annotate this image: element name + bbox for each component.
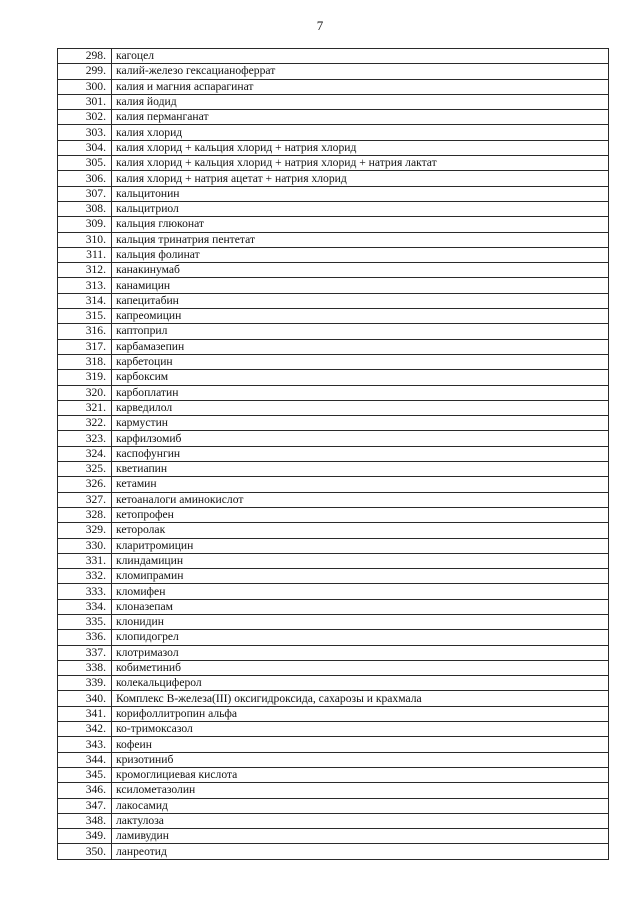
drug-name: ко-тримоксазол — [112, 722, 609, 737]
drug-name: канамицин — [112, 278, 609, 293]
row-number: 350. — [58, 844, 112, 859]
row-number: 329. — [58, 523, 112, 538]
table-row — [58, 171, 609, 186]
table-row — [58, 140, 609, 155]
table-row — [58, 507, 609, 522]
table-row — [58, 477, 609, 492]
table-row — [58, 324, 609, 339]
drug-name: кальция фолинат — [112, 247, 609, 262]
page-number: 7 — [316, 18, 324, 33]
table-row — [58, 492, 609, 507]
row-number: 341. — [58, 706, 112, 721]
table-row — [58, 676, 609, 691]
row-number: 333. — [58, 584, 112, 599]
table-row — [58, 706, 609, 721]
table-row — [58, 217, 609, 232]
row-number: 322. — [58, 416, 112, 431]
row-number: 325. — [58, 462, 112, 477]
drug-name: калий-железо гексацианоферрат — [112, 64, 609, 79]
drug-name: клонидин — [112, 614, 609, 629]
drug-name: кетопрофен — [112, 507, 609, 522]
row-number: 320. — [58, 385, 112, 400]
table-row — [58, 309, 609, 324]
table-row — [58, 446, 609, 461]
drug-name: капреомицин — [112, 309, 609, 324]
row-number: 301. — [58, 94, 112, 109]
drug-name: кломифен — [112, 584, 609, 599]
table-row — [58, 370, 609, 385]
row-number: 346. — [58, 783, 112, 798]
row-number: 309. — [58, 217, 112, 232]
table-row — [58, 247, 609, 262]
drug-name: кальцитриол — [112, 201, 609, 216]
table-row — [58, 767, 609, 782]
row-number: 338. — [58, 660, 112, 675]
drug-name: кагоцел — [112, 49, 609, 64]
drug-name: каспофунгин — [112, 446, 609, 461]
row-number: 304. — [58, 140, 112, 155]
drug-name: калия хлорид — [112, 125, 609, 140]
row-number: 347. — [58, 798, 112, 813]
table-row — [58, 722, 609, 737]
row-number: 305. — [58, 156, 112, 171]
row-number: 317. — [58, 339, 112, 354]
drug-name: карбамазепин — [112, 339, 609, 354]
table-row — [58, 431, 609, 446]
drug-name: лакосамид — [112, 798, 609, 813]
row-number: 310. — [58, 232, 112, 247]
drug-name: калия хлорид + натрия ацетат + натрия хлорид — [112, 171, 609, 186]
drug-name: колекальциферол — [112, 676, 609, 691]
table-row — [58, 94, 609, 109]
drug-name: ланреотид — [112, 844, 609, 859]
table-row — [58, 645, 609, 660]
drug-name: кромоглициевая кислота — [112, 767, 609, 782]
table-row — [58, 569, 609, 584]
table-row — [58, 125, 609, 140]
drug-name: калия и магния аспарагинат — [112, 79, 609, 94]
drug-name: калия хлорид + кальция хлорид + натрия хлорид + натрия лактат — [112, 156, 609, 171]
row-number: 321. — [58, 400, 112, 415]
row-number: 335. — [58, 614, 112, 629]
drug-name: калия хлорид + кальция хлорид + натрия хлорид — [112, 140, 609, 155]
row-number: 323. — [58, 431, 112, 446]
table-row — [58, 844, 609, 859]
drug-name: кломипрамин — [112, 569, 609, 584]
table-row — [58, 584, 609, 599]
table-row — [58, 538, 609, 553]
row-number: 316. — [58, 324, 112, 339]
drug-name: кальция глюконат — [112, 217, 609, 232]
drug-name: капецитабин — [112, 293, 609, 308]
drug-list-table — [57, 48, 609, 860]
row-number: 299. — [58, 64, 112, 79]
table-row — [58, 293, 609, 308]
drug-name: карбоксим — [112, 370, 609, 385]
row-number: 332. — [58, 569, 112, 584]
row-number: 343. — [58, 737, 112, 752]
drug-name: кеторолак — [112, 523, 609, 538]
drug-name: кларитромицин — [112, 538, 609, 553]
drug-name: клопидогрел — [112, 630, 609, 645]
row-number: 327. — [58, 492, 112, 507]
table-row — [58, 630, 609, 645]
drug-name: кофеин — [112, 737, 609, 752]
drug-name: карбоплатин — [112, 385, 609, 400]
row-number: 311. — [58, 247, 112, 262]
drug-name: калия перманганат — [112, 110, 609, 125]
table-row — [58, 79, 609, 94]
row-number: 319. — [58, 370, 112, 385]
table-row — [58, 599, 609, 614]
drug-name: кризотиниб — [112, 752, 609, 767]
drug-name: кетамин — [112, 477, 609, 492]
row-number: 315. — [58, 309, 112, 324]
row-number: 349. — [58, 829, 112, 844]
table-row — [58, 64, 609, 79]
table-row — [58, 201, 609, 216]
drug-name: кобиметиниб — [112, 660, 609, 675]
row-number: 306. — [58, 171, 112, 186]
table-body — [58, 49, 609, 860]
row-number: 342. — [58, 722, 112, 737]
table-row — [58, 232, 609, 247]
table-row — [58, 829, 609, 844]
drug-name: лактулоза — [112, 813, 609, 828]
table-row — [58, 156, 609, 171]
table-row — [58, 691, 609, 706]
table-row — [58, 354, 609, 369]
table-row — [58, 339, 609, 354]
row-number: 308. — [58, 201, 112, 216]
drug-name: кветиапин — [112, 462, 609, 477]
drug-name: карведилол — [112, 400, 609, 415]
row-number: 326. — [58, 477, 112, 492]
row-number: 313. — [58, 278, 112, 293]
table-row — [58, 400, 609, 415]
table-row — [58, 813, 609, 828]
row-number: 307. — [58, 186, 112, 201]
row-number: 348. — [58, 813, 112, 828]
drug-name: клотримазол — [112, 645, 609, 660]
drug-name: корифоллитропин альфа — [112, 706, 609, 721]
table-row — [58, 660, 609, 675]
drug-name: калия йодид — [112, 94, 609, 109]
table-row — [58, 110, 609, 125]
row-number: 328. — [58, 507, 112, 522]
drug-name: клиндамицин — [112, 553, 609, 568]
drug-name: ксилометазолин — [112, 783, 609, 798]
table-row — [58, 186, 609, 201]
table-row — [58, 263, 609, 278]
table-row — [58, 278, 609, 293]
drug-name: кетоаналоги аминокислот — [112, 492, 609, 507]
row-number: 314. — [58, 293, 112, 308]
table-row — [58, 462, 609, 477]
row-number: 312. — [58, 263, 112, 278]
table-row — [58, 385, 609, 400]
row-number: 302. — [58, 110, 112, 125]
drug-name: кальцитонин — [112, 186, 609, 201]
drug-name: карбетоцин — [112, 354, 609, 369]
row-number: 345. — [58, 767, 112, 782]
table-row — [58, 553, 609, 568]
row-number: 340. — [58, 691, 112, 706]
drug-name: кальция тринатрия пентетат — [112, 232, 609, 247]
drug-name: каптоприл — [112, 324, 609, 339]
table-row — [58, 752, 609, 767]
table-row — [58, 416, 609, 431]
row-number: 300. — [58, 79, 112, 94]
row-number: 324. — [58, 446, 112, 461]
table-row — [58, 798, 609, 813]
row-number: 344. — [58, 752, 112, 767]
row-number: 331. — [58, 553, 112, 568]
row-number: 330. — [58, 538, 112, 553]
row-number: 298. — [58, 49, 112, 64]
drug-name: ламивудин — [112, 829, 609, 844]
row-number: 303. — [58, 125, 112, 140]
drug-name: кармустин — [112, 416, 609, 431]
table-row — [58, 737, 609, 752]
table-row — [58, 523, 609, 538]
row-number: 334. — [58, 599, 112, 614]
drug-name: Комплекс В-железа(III) оксигидроксида, сахарозы и крахмала — [112, 691, 609, 706]
drug-name: карфилзомиб — [112, 431, 609, 446]
drug-name: канакинумаб — [112, 263, 609, 278]
table-row — [58, 614, 609, 629]
row-number: 336. — [58, 630, 112, 645]
table-row — [58, 49, 609, 64]
row-number: 318. — [58, 354, 112, 369]
row-number: 337. — [58, 645, 112, 660]
row-number: 339. — [58, 676, 112, 691]
table-row — [58, 783, 609, 798]
drug-name: клоназепам — [112, 599, 609, 614]
